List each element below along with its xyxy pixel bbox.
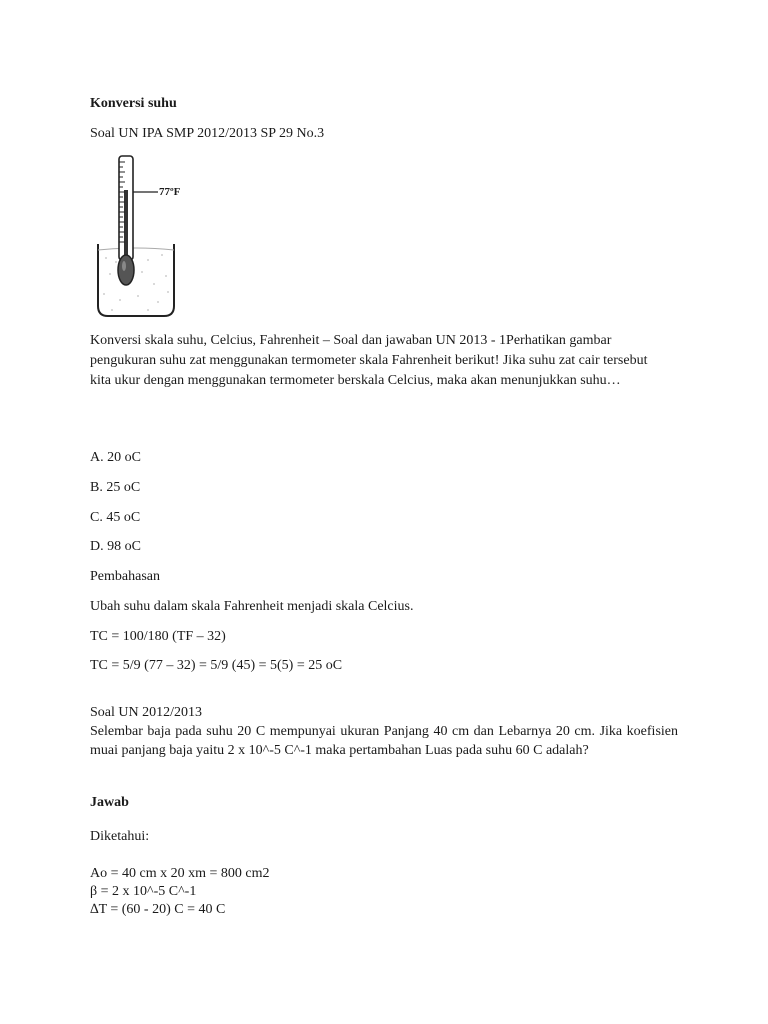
question2-source: Soal UN 2012/2013	[90, 705, 202, 720]
thermometer-figure	[92, 150, 212, 322]
known-coefficient: β = 2 x 10^-5 C^-1	[90, 884, 197, 899]
known-delta-t: ∆T = (60 - 20) C = 40 C	[90, 902, 226, 917]
thermometer-beaker-icon	[92, 150, 212, 322]
option-b: B. 25 oC	[90, 480, 141, 495]
figure-temperature-label: 77ºF	[159, 186, 181, 198]
option-c: C. 45 oC	[90, 510, 141, 525]
page-title: Konversi suhu	[90, 96, 177, 111]
formula-line: TC = 100/180 (TF – 32)	[90, 629, 226, 644]
known-area: Ao = 40 cm x 20 xm = 800 cm2	[90, 866, 270, 881]
answer-heading: Jawab	[90, 795, 129, 810]
discussion-heading: Pembahasan	[90, 569, 160, 584]
question1-source: Soal UN IPA SMP 2012/2013 SP 29 No.3	[90, 126, 325, 141]
known-heading: Diketahui:	[90, 829, 150, 844]
discussion-line: Ubah suhu dalam skala Fahrenheit menjadi skala Celcius.	[90, 599, 414, 614]
question2-text: Selembar baja pada suhu 20 C mempunyai ukuran Panjang 40 cm dan Lebarnya 20 cm. Jika koefisien muai panjang baja yaitu 2 x 10^-5 C^-1 maka pertambahan Luas pada suhu 60 C adalah?	[90, 724, 678, 758]
calculation-line: TC = 5/9 (77 – 32) = 5/9 (45) = 5(5) = 25 oC	[90, 658, 343, 673]
option-a: A. 20 oC	[90, 450, 141, 465]
option-d: D. 98 oC	[90, 539, 141, 554]
question1-text: Konversi skala suhu, Celcius, Fahrenheit – Soal dan jawaban UN 2013 - 1Perhatikan gambar pengukuran suhu zat menggunakan termometer skala Fahrenheit berikut! Jika suhu zat cair tersebut kita ukur dengan menggunakan termometer berskala Celcius, maka akan menunjukkan suhu…	[90, 333, 648, 388]
